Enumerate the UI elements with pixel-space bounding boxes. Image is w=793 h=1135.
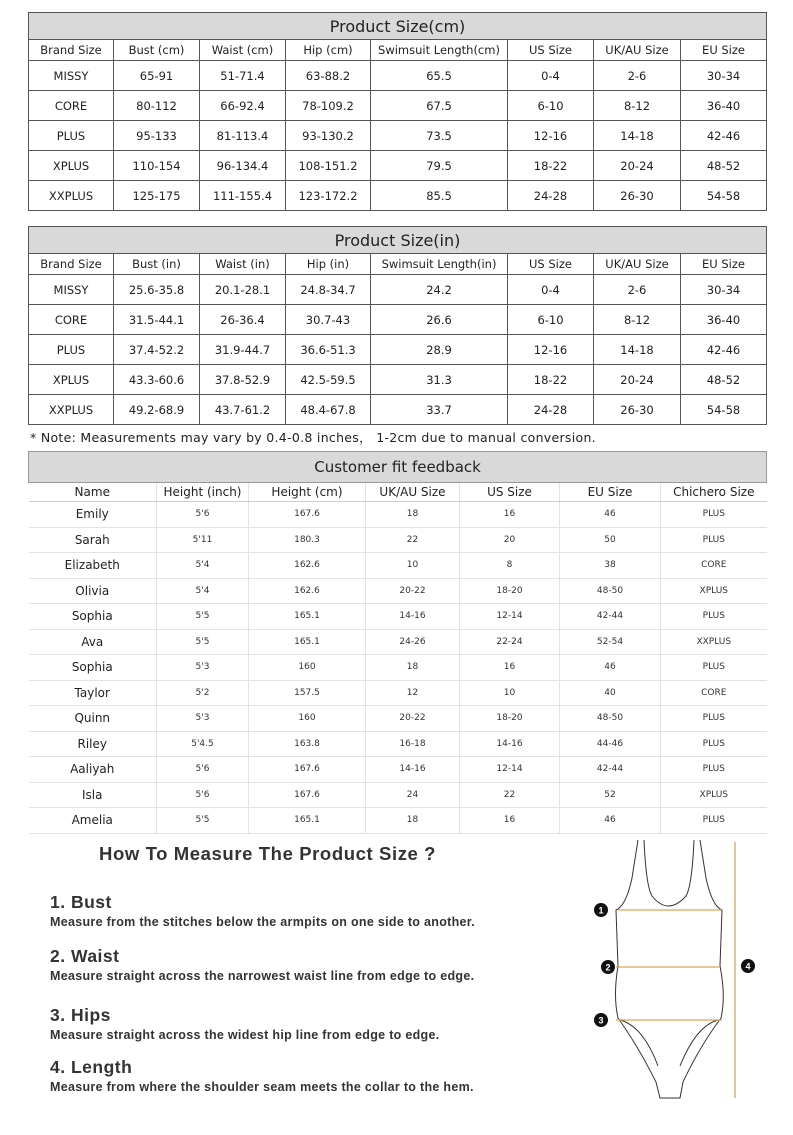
- table-cell: 96-134.4: [200, 151, 286, 181]
- table-cell: 6-10: [508, 305, 594, 335]
- table-row: [29, 91, 767, 121]
- table-row: [29, 578, 767, 604]
- table-cell: 25.6-35.8: [114, 275, 200, 305]
- table-cell: 18: [366, 808, 460, 834]
- table-cell: 26-30: [594, 181, 681, 211]
- table-row: [29, 181, 767, 211]
- table-cell: 33.7: [371, 395, 508, 425]
- table-cell: 40: [560, 680, 661, 706]
- table-cell: 5'5: [157, 629, 249, 655]
- table-cell: 78-109.2: [286, 91, 371, 121]
- table-cell: 10: [460, 680, 560, 706]
- table-row: [29, 680, 767, 706]
- marker-3-label: 3: [598, 1015, 604, 1026]
- table-row: [29, 502, 767, 528]
- column-header: EU Size: [560, 483, 661, 502]
- table-cell: 0-4: [508, 61, 594, 91]
- table-cell: CORE: [29, 305, 114, 335]
- table-cell: 30-34: [681, 61, 767, 91]
- table-cell: 52-54: [560, 629, 661, 655]
- table-cell: 111-155.4: [200, 181, 286, 211]
- column-header: US Size: [508, 254, 594, 275]
- table-cell: 65.5: [371, 61, 508, 91]
- measure-desc: Measure from where the shoulder seam meets the collar to the hem.: [50, 1080, 474, 1094]
- size-table-cm-title: Product Size(cm): [29, 13, 767, 40]
- table-cell: 20-24: [594, 365, 681, 395]
- table-cell: 43.7-61.2: [200, 395, 286, 425]
- table-cell: 66-92.4: [200, 91, 286, 121]
- table-row: [29, 731, 767, 757]
- table-cell: 125-175: [114, 181, 200, 211]
- table-cell: 0-4: [508, 275, 594, 305]
- measure-heading: 2. Waist: [50, 946, 120, 966]
- table-cell: 12-14: [460, 757, 560, 783]
- table-cell: Quinn: [29, 706, 157, 732]
- table-cell: 24-26: [366, 629, 460, 655]
- table-cell: 63-88.2: [286, 61, 371, 91]
- column-header: Bust (cm): [114, 40, 200, 61]
- table-cell: 18-22: [508, 151, 594, 181]
- marker-2: [601, 960, 615, 974]
- table-cell: Sophia: [29, 655, 157, 681]
- table-cell: 42-44: [560, 604, 661, 630]
- feedback-table-body: [29, 502, 767, 834]
- marker-3: [594, 1013, 608, 1027]
- table-row: [29, 121, 767, 151]
- table-cell: 36-40: [681, 91, 767, 121]
- table-cell: 5'5: [157, 808, 249, 834]
- table-cell: 46: [560, 655, 661, 681]
- feedback-table-title: Customer fit feedback: [29, 452, 767, 483]
- measure-heading: 3. Hips: [50, 1005, 111, 1025]
- table-cell: 48-50: [560, 578, 661, 604]
- table-cell: 30-34: [681, 275, 767, 305]
- table-cell: 24: [366, 782, 460, 808]
- table-row: [29, 655, 767, 681]
- column-header: UK/AU Size: [594, 40, 681, 61]
- table-cell: 20-24: [594, 151, 681, 181]
- measure-lines: [616, 842, 735, 1098]
- table-cell: 14-16: [366, 757, 460, 783]
- table-cell: 95-133: [114, 121, 200, 151]
- table-cell: 26-30: [594, 395, 681, 425]
- column-header: EU Size: [681, 40, 767, 61]
- table-cell: 8-12: [594, 305, 681, 335]
- table-cell: 14-18: [594, 335, 681, 365]
- table-cell: 24-28: [508, 395, 594, 425]
- table-cell: PLUS: [661, 655, 767, 681]
- table-cell: 5'3: [157, 655, 249, 681]
- table-cell: 48-50: [560, 706, 661, 732]
- measure-desc: Measure from the stitches below the armpits on one side to another.: [50, 915, 476, 929]
- measure-item-bust: [50, 892, 475, 929]
- column-header: Bust (in): [114, 254, 200, 275]
- table-cell: 5'4: [157, 578, 249, 604]
- table-cell: 85.5: [371, 181, 508, 211]
- table-cell: 12-14: [460, 604, 560, 630]
- conversion-note: * Note: Measurements may vary by 0.4-0.8 inches， 1-2cm due to manual conversion.: [30, 430, 596, 445]
- table-cell: CORE: [661, 680, 767, 706]
- table-cell: XXPLUS: [29, 181, 114, 211]
- table-cell: XPLUS: [661, 782, 767, 808]
- table-cell: Amelia: [29, 808, 157, 834]
- table-cell: PLUS: [29, 335, 114, 365]
- size-table-in-header: [29, 254, 767, 275]
- table-cell: Olivia: [29, 578, 157, 604]
- table-cell: 52: [560, 782, 661, 808]
- table-cell: 5'3: [157, 706, 249, 732]
- marker-2-label: 2: [605, 962, 611, 973]
- measure-heading: 4. Length: [50, 1057, 133, 1077]
- table-cell: 5'5: [157, 604, 249, 630]
- table-cell: 160: [249, 655, 366, 681]
- column-header: Brand Size: [29, 254, 114, 275]
- table-cell: MISSY: [29, 61, 114, 91]
- table-cell: 16: [460, 655, 560, 681]
- table-cell: Sarah: [29, 527, 157, 553]
- feedback-table: [28, 451, 767, 834]
- table-cell: PLUS: [661, 604, 767, 630]
- column-header: Height (cm): [249, 483, 366, 502]
- table-row: [29, 365, 767, 395]
- table-cell: 5'6: [157, 757, 249, 783]
- table-cell: 42.5-59.5: [286, 365, 371, 395]
- table-cell: 48-52: [681, 151, 767, 181]
- table-cell: 5'6: [157, 782, 249, 808]
- table-cell: 12-16: [508, 121, 594, 151]
- table-cell: MISSY: [29, 275, 114, 305]
- size-table-in-body: [29, 275, 767, 425]
- table-cell: 20-22: [366, 578, 460, 604]
- table-cell: PLUS: [661, 808, 767, 834]
- table-cell: 22-24: [460, 629, 560, 655]
- table-cell: XXPLUS: [29, 395, 114, 425]
- table-cell: 81-113.4: [200, 121, 286, 151]
- table-cell: PLUS: [661, 757, 767, 783]
- table-cell: 108-151.2: [286, 151, 371, 181]
- column-header: EU Size: [681, 254, 767, 275]
- table-cell: PLUS: [661, 731, 767, 757]
- table-cell: 48-52: [681, 365, 767, 395]
- size-table-in-title: Product Size(in): [29, 227, 767, 254]
- table-cell: 50: [560, 527, 661, 553]
- column-header: Chichero Size: [661, 483, 767, 502]
- table-cell: 20: [460, 527, 560, 553]
- table-cell: 46: [560, 502, 661, 528]
- column-header: UK/AU Size: [366, 483, 460, 502]
- column-header: Swimsuit Length(cm): [371, 40, 508, 61]
- table-cell: 54-58: [681, 181, 767, 211]
- table-cell: 5'11: [157, 527, 249, 553]
- feedback-table-header: [29, 483, 767, 502]
- size-table-in: [28, 226, 767, 425]
- table-row: [29, 757, 767, 783]
- table-cell: 8-12: [594, 91, 681, 121]
- table-cell: 24-28: [508, 181, 594, 211]
- measure-item-waist: [50, 946, 474, 983]
- table-cell: 36.6-51.3: [286, 335, 371, 365]
- table-cell: 26.6: [371, 305, 508, 335]
- column-header: Brand Size: [29, 40, 114, 61]
- table-cell: 67.5: [371, 91, 508, 121]
- table-cell: XPLUS: [29, 151, 114, 181]
- table-cell: 2-6: [594, 61, 681, 91]
- table-cell: XXPLUS: [661, 629, 767, 655]
- table-row: [29, 604, 767, 630]
- size-table-cm-body: [29, 61, 767, 211]
- column-header: US Size: [508, 40, 594, 61]
- table-cell: 18-20: [460, 578, 560, 604]
- table-cell: 110-154: [114, 151, 200, 181]
- table-cell: 8: [460, 553, 560, 579]
- column-header: Swimsuit Length(in): [371, 254, 508, 275]
- measure-item-hips: [50, 1005, 440, 1042]
- table-cell: 10: [366, 553, 460, 579]
- marker-4-label: 4: [745, 961, 751, 972]
- table-cell: 42-46: [681, 335, 767, 365]
- column-header: Name: [29, 483, 157, 502]
- table-cell: 51-71.4: [200, 61, 286, 91]
- table-cell: 5'4: [157, 553, 249, 579]
- table-row: [29, 305, 767, 335]
- table-cell: 79.5: [371, 151, 508, 181]
- column-header: US Size: [460, 483, 560, 502]
- table-cell: 123-172.2: [286, 181, 371, 211]
- table-row: [29, 527, 767, 553]
- table-cell: 26-36.4: [200, 305, 286, 335]
- table-cell: 93-130.2: [286, 121, 371, 151]
- table-cell: 12-16: [508, 335, 594, 365]
- table-cell: 44-46: [560, 731, 661, 757]
- table-row: [29, 335, 767, 365]
- measure-heading: 1. Bust: [50, 892, 112, 912]
- table-cell: 12: [366, 680, 460, 706]
- table-cell: 162.6: [249, 553, 366, 579]
- table-cell: 5'4.5: [157, 731, 249, 757]
- table-cell: 16-18: [366, 731, 460, 757]
- table-cell: 167.6: [249, 757, 366, 783]
- table-cell: 180.3: [249, 527, 366, 553]
- table-row: [29, 706, 767, 732]
- swimsuit-diagram: [588, 836, 768, 1101]
- table-cell: 48.4-67.8: [286, 395, 371, 425]
- table-cell: 31.9-44.7: [200, 335, 286, 365]
- table-cell: 163.8: [249, 731, 366, 757]
- table-cell: Ava: [29, 629, 157, 655]
- table-cell: Elizabeth: [29, 553, 157, 579]
- table-cell: 5'6: [157, 502, 249, 528]
- measure-title: How To Measure The Product Size ?: [99, 843, 437, 864]
- measure-desc: Measure straight across the narrowest waist line from edge to edge.: [50, 969, 475, 983]
- table-cell: 165.1: [249, 808, 366, 834]
- marker-4: [741, 959, 755, 973]
- table-row: [29, 275, 767, 305]
- table-cell: Isla: [29, 782, 157, 808]
- marker-1-label: 1: [598, 905, 604, 916]
- table-cell: PLUS: [661, 527, 767, 553]
- table-cell: XPLUS: [661, 578, 767, 604]
- table-cell: 80-112: [114, 91, 200, 121]
- table-cell: PLUS: [29, 121, 114, 151]
- table-cell: 16: [460, 808, 560, 834]
- table-row: [29, 782, 767, 808]
- table-cell: Sophia: [29, 604, 157, 630]
- table-cell: 20.1-28.1: [200, 275, 286, 305]
- table-cell: 37.4-52.2: [114, 335, 200, 365]
- table-row: [29, 395, 767, 425]
- size-table-cm-header: [29, 40, 767, 61]
- table-cell: 160: [249, 706, 366, 732]
- table-cell: 73.5: [371, 121, 508, 151]
- table-cell: 49.2-68.9: [114, 395, 200, 425]
- table-cell: 22: [460, 782, 560, 808]
- table-cell: 16: [460, 502, 560, 528]
- table-cell: 24.8-34.7: [286, 275, 371, 305]
- column-header: Hip (cm): [286, 40, 371, 61]
- table-cell: 31.3: [371, 365, 508, 395]
- table-row: [29, 61, 767, 91]
- table-cell: Emily: [29, 502, 157, 528]
- column-header: UK/AU Size: [594, 254, 681, 275]
- table-row: [29, 151, 767, 181]
- table-row: [29, 808, 767, 834]
- table-cell: 36-40: [681, 305, 767, 335]
- table-row: [29, 553, 767, 579]
- table-cell: Taylor: [29, 680, 157, 706]
- table-cell: 5'2: [157, 680, 249, 706]
- table-cell: XPLUS: [29, 365, 114, 395]
- table-cell: 54-58: [681, 395, 767, 425]
- table-cell: 18: [366, 655, 460, 681]
- table-cell: 157.5: [249, 680, 366, 706]
- table-cell: 167.6: [249, 502, 366, 528]
- column-header: Height (inch): [157, 483, 249, 502]
- measure-item-length: [50, 1057, 474, 1094]
- table-cell: 18: [366, 502, 460, 528]
- table-cell: Aaliyah: [29, 757, 157, 783]
- table-cell: 30.7-43: [286, 305, 371, 335]
- table-cell: 18-22: [508, 365, 594, 395]
- measure-desc: Measure straight across the widest hip line from edge to edge.: [50, 1028, 440, 1042]
- table-cell: 14-16: [366, 604, 460, 630]
- table-cell: 31.5-44.1: [114, 305, 200, 335]
- table-cell: CORE: [661, 553, 767, 579]
- table-cell: 2-6: [594, 275, 681, 305]
- table-cell: 28.9: [371, 335, 508, 365]
- table-cell: 165.1: [249, 629, 366, 655]
- table-cell: 165.1: [249, 604, 366, 630]
- column-header: Waist (cm): [200, 40, 286, 61]
- column-header: Hip (in): [286, 254, 371, 275]
- table-cell: 38: [560, 553, 661, 579]
- table-cell: CORE: [29, 91, 114, 121]
- table-cell: 18-20: [460, 706, 560, 732]
- table-cell: 42-46: [681, 121, 767, 151]
- swimsuit-outline-icon: [616, 840, 724, 1098]
- table-cell: 20-22: [366, 706, 460, 732]
- table-cell: 14-18: [594, 121, 681, 151]
- table-cell: 37.8-52.9: [200, 365, 286, 395]
- table-cell: 22: [366, 527, 460, 553]
- column-header: Waist (in): [200, 254, 286, 275]
- table-cell: 167.6: [249, 782, 366, 808]
- table-cell: 46: [560, 808, 661, 834]
- table-cell: 43.3-60.6: [114, 365, 200, 395]
- table-cell: PLUS: [661, 502, 767, 528]
- table-cell: 14-16: [460, 731, 560, 757]
- table-cell: 6-10: [508, 91, 594, 121]
- table-cell: PLUS: [661, 706, 767, 732]
- table-row: [29, 629, 767, 655]
- table-cell: Riley: [29, 731, 157, 757]
- table-cell: 42-44: [560, 757, 661, 783]
- table-cell: 24.2: [371, 275, 508, 305]
- marker-1: [594, 903, 608, 917]
- size-table-cm: [28, 12, 767, 211]
- table-cell: 162.6: [249, 578, 366, 604]
- table-cell: 65-91: [114, 61, 200, 91]
